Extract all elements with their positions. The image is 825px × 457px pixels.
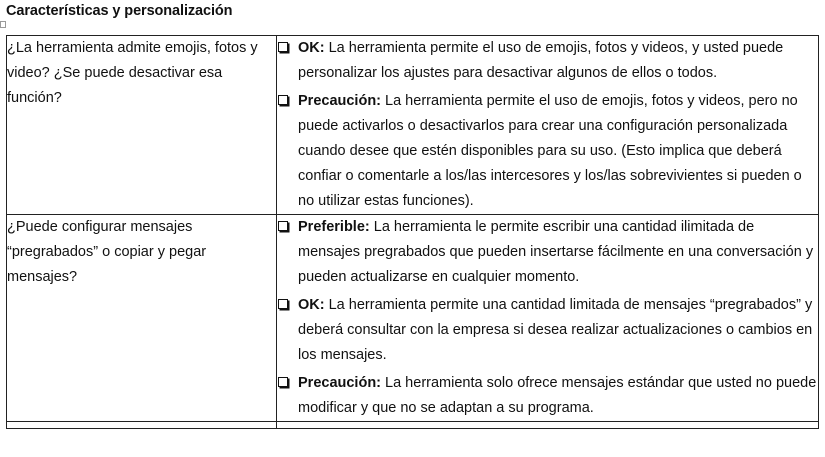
checkbox-icon[interactable] [278,95,288,105]
option-label: OK: [298,40,325,56]
option-item [277,293,818,368]
question-text: ¿La herramienta admite emojis, fotos y video? ¿Se puede desactivar esa función? [7,40,258,106]
options-cell [277,36,819,215]
option-label: OK: [298,297,325,313]
option-text: La herramienta permite el uso de emojis, fotos y videos, y usted puede personalizar los ajustes para desactivar algunos de ellos o todos. [298,40,784,81]
options-cell [277,215,819,422]
table-row [7,215,819,422]
checkbox-icon[interactable] [278,377,288,387]
option-item [277,89,818,214]
features-table [6,35,819,429]
section-title: Características y personalización [6,3,233,19]
question-text: ¿Puede configurar mensajes “pregrabados” o copiar y pegar mensajes? [7,219,207,285]
options-cell [277,422,819,429]
option-label: Precaución: [298,93,381,109]
checkbox-icon[interactable] [278,221,288,231]
checkbox-icon[interactable] [278,42,288,52]
option-text: La herramienta permite una cantidad limitada de mensajes “pregrabados” y deberá consultar con la empresa si desea realizar actualizaciones o cambios en los mensajes. [298,297,813,363]
option-item [277,371,818,421]
option-item [277,215,818,290]
question-cell [7,215,277,422]
question-cell [7,36,277,215]
table-row-partial [7,422,819,429]
option-text: La herramienta solo ofrece mensajes estándar que usted no puede modificar y que no se adaptan a su programa. [298,375,817,416]
option-item [277,36,818,86]
option-label: Preferible: [298,219,370,235]
option-label: Precaución: [298,375,381,391]
table-anchor-icon [0,21,6,28]
option-text: La herramienta permite el uso de emojis, fotos y videos, pero no puede activarlos o desactivarlos para crear una configuración personalizada cuando desee que estén disponibles para su uso. (Esto implica que deberá confiar o comentarle a los/las intercesores y los/las sobrevivientes si pueden o no utilizar estas funciones). [298,93,802,209]
table-row [7,36,819,215]
checkbox-icon[interactable] [278,299,288,309]
option-text: La herramienta le permite escribir una cantidad ilimitada de mensajes pregrabados que pueden insertarse fácilmente en una conversación y pueden actualizarse en cualquier momento. [298,219,814,285]
question-cell [7,422,277,429]
